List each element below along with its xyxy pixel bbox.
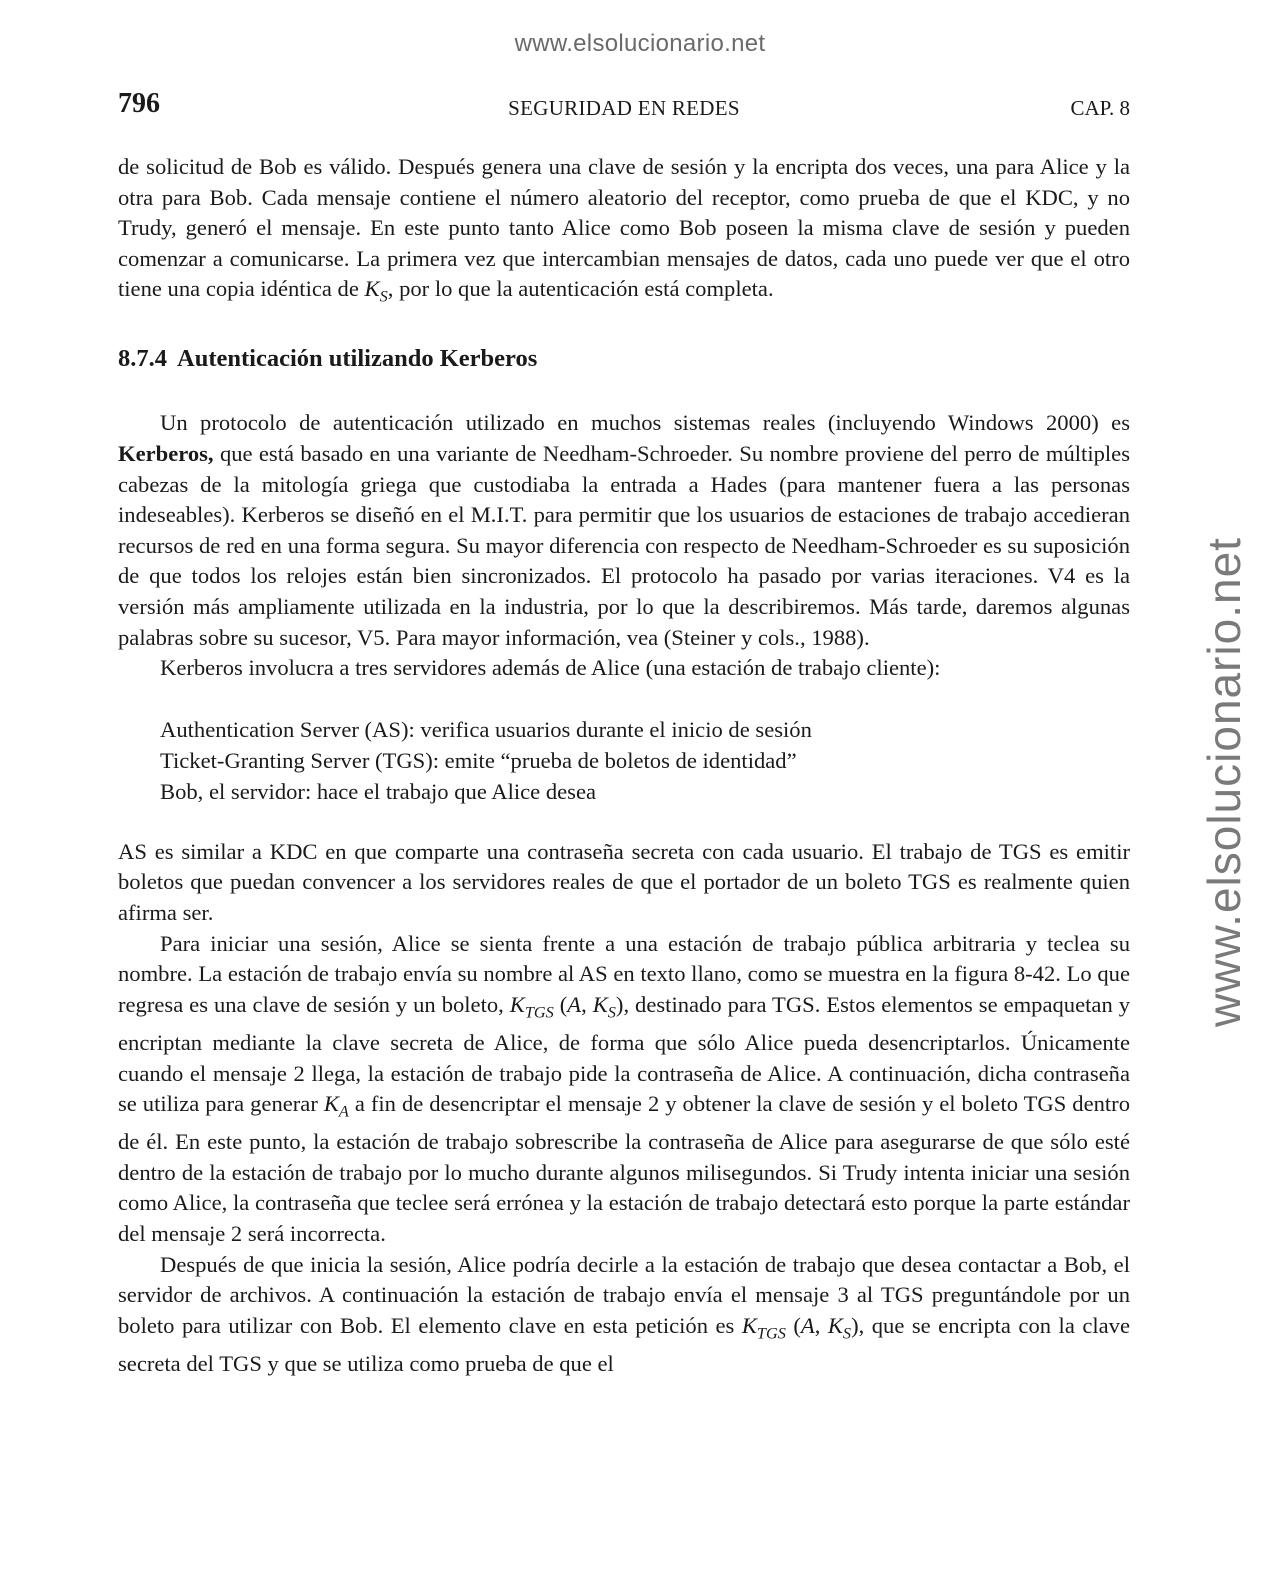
section-number: 8.7.4 — [118, 345, 167, 373]
page-number: 796 — [118, 88, 160, 119]
symbol-ks: $K_S$ — [364, 276, 388, 306]
paragraph-as-tgs: AS es similar a KDC en que comparte una contraseña secreta con cada usuario. El trabajo de TGS es emitir boletos que puedan convencer a los servidores reales de que el portador de un boleto TGS es realmente quien afirma ser. — [118, 838, 1130, 926]
watermark-top: www.elsolucionario.net — [514, 30, 766, 57]
paragraph-kerberos-intro: Un protocolo de autenticación utilizado en muchos sistemas reales (incluyendo Windows 2000) es Kerberos, que está basado en una variante de Needham-Schroeder. Su nombre proviene del perro de múltiples cabezas de la mitología griega que custodiaba la entrada a Hades (para mantener fuera a las personas indeseables). Kerberos se diseñó en el M.I.T. para permitir que los usuarios de estaciones de trabajo accedieran recursos de red en una forma segura. Su mayor diferencia con respecto de Needham-Schroeder es su suposición de que todos los relojes están bien sincronizados. El protocolo ha pasado por varias iteraciones. V4 es la versión más ampliamente utilizada en la industria, por lo que la describiremos. Más tarde, daremos algunas palabras sobre su sucesor, V5. Para mayor información, vea (Steiner y cols., 1988). — [118, 410, 1130, 650]
paragraph-contact-bob: Después de que inicia la sesión, Alice podría decirle a la estación de trabajo que desea contactar a Bob, el servidor de archivos. A continuación la estación de trabajo envía el mensaje 3 al TGS preguntándole por un boleto para utilizar con Bob. El elemento clave en esta petición es $K_{TGS}$ (A, $K_S$), que se encripta con la clave secreta del TGS y que se utiliza como prueba de que el — [118, 1251, 1131, 1376]
symbol-ka: $K_A$ — [323, 1091, 349, 1121]
symbol-ktgs: $K_{TGS}$ — [509, 991, 554, 1022]
page-header — [118, 88, 1130, 120]
paragraph-servers-intro: Kerberos involucra a tres servidores además de Alice (una estación de trabajo cliente): — [160, 655, 941, 681]
symbol-ks: $K_S$ — [827, 1312, 852, 1343]
list-item: Authentication Server (AS): verifica usuarios durante el inicio de sesión — [160, 716, 812, 742]
list-item: Ticket-Granting Server (TGS): emite “prueba de boletos de identidad” — [160, 747, 797, 773]
running-title: SEGURIDAD EN REDES — [508, 96, 740, 120]
section-title: Autenticación utilizando Kerberos — [177, 345, 538, 373]
list-item: Bob, el servidor: hace el trabajo que Alice desea — [160, 778, 597, 804]
symbol-ktgs: $K_{TGS}$ — [741, 1312, 786, 1343]
section-heading — [118, 344, 1130, 374]
watermark-side: www.elsolucionario.net — [1198, 537, 1250, 1027]
paragraph-continuation: de solicitud de Bob es válido. Después genera una clave de sesión y la encripta dos veces, una para Alice y la otra para Bob. Cada mensaje contiene el número aleatorio del receptor, como prueba de que el KDC, y no Trudy, generó el mensaje. En este punto tanto Alice como Bob poseen la misma clave de sesión y pueden comenzar a comunicarse. La primera vez que intercambian mensajes de datos, cada uno puede ver que el otro tiene una copia idéntica de $K_S$, por lo que la autenticación está completa. — [118, 154, 1130, 306]
bold-term: Kerberos, — [118, 441, 214, 467]
symbol-ks: $K_S$ — [592, 991, 616, 1022]
paragraph-login: Para iniciar una sesión, Alice se sienta frente a una estación de trabajo pública arbitraria y teclea su nombre. La estación de trabajo envía su nombre al AS en texto llano, como se muestra en la figura 8-42. Lo que regresa es una clave de sesión y un boleto, $K_{TGS}$ (A, $K_S$), destinado para TGS. Estos elementos se empaquetan y encriptan mediante la clave secreta de Alice, de forma que sólo Alice pueda desencriptarlos. Únicamente cuando el mensaje 2 llega, la estación de trabajo pide la contraseña de Alice. A continuación, dicha contraseña se utiliza para generar $K_A$ a fin de desencriptar el mensaje 2 y obtener la clave de sesión y el boleto TGS dentro de él. En este punto, la estación de trabajo sobrescribe la contraseña de Alice para asegurarse de que sólo esté dentro de la estación de trabajo por lo mucho durante algunos milisegundos. Si Trudy intenta iniciar una sesión como Alice, la contraseña que teclee será errónea y la estación de trabajo detectará esto porque la parte estándar del mensaje 2 será incorrecta. — [118, 930, 1130, 1246]
server-list — [160, 714, 1130, 807]
chapter-label: CAP. 8 — [1070, 96, 1130, 120]
page-body — [118, 152, 1130, 1379]
